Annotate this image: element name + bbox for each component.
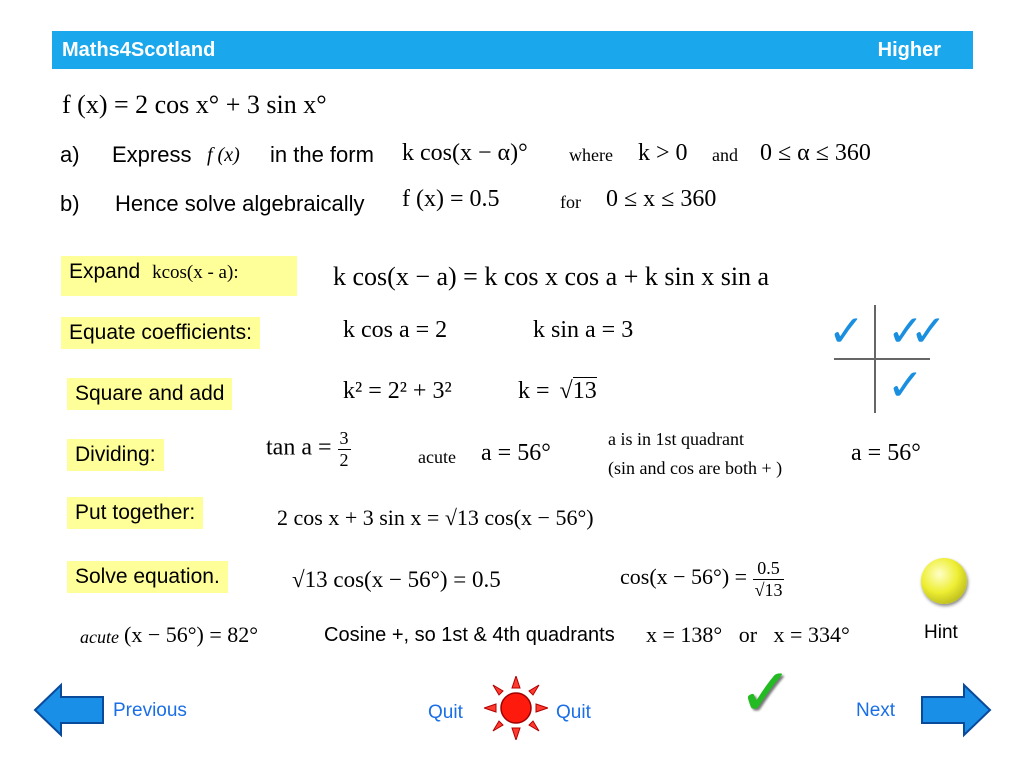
previous-arrow-icon[interactable] [33,682,105,738]
site-title: Maths4Scotland [62,39,216,61]
dividing-acute-eq: a = 56° [481,440,551,466]
quit-sun-icon[interactable] [484,676,548,740]
together-label: Put together: [75,501,196,524]
solve-label: Solve equation. [75,565,220,588]
dividing-step-button[interactable] [67,439,164,471]
part-a-fx: f (x) [207,144,240,166]
equate-label: Equate coefficients: [69,321,252,344]
solve-fraction [753,558,785,600]
next-link[interactable]: Next [856,700,896,721]
check-icon: ✓ [828,306,865,357]
part-b-label: b) [60,191,80,216]
dividing-result: a = 56° [851,440,921,466]
hint-button[interactable] [921,558,967,604]
level-label: Higher [877,39,941,61]
together-equation: 2 cos x + 3 sin x = √13 cos(x − 56°) [277,505,594,530]
quit-link-right[interactable]: Quit [556,702,591,723]
double-check-icon: ✓✓ [887,306,933,357]
dividing-numerator: 3 [339,428,349,448]
dividing-denominator: 2 [339,449,349,470]
solve-denominator: √13 [754,579,783,600]
expand-label-math: kcos(x - a): [152,262,239,283]
dividing-label: Dividing: [75,443,156,466]
dividing-tan-left: tan a = [266,434,332,461]
dividing-tan [266,428,351,470]
check-icon: ✓ [887,360,924,411]
final-solutions: x = 138° or x = 334° [646,622,850,647]
equate-eq-sin: k sin a = 3 [533,317,634,343]
expand-step-button[interactable] [61,256,297,296]
part-a-and: and [712,145,738,165]
part-b-range: 0 ≤ x ≤ 360 [606,186,717,212]
square-eq-k-left: k = [518,378,550,404]
final-acute-eq: (x − 56°) = 82° [124,622,259,647]
expand-label: Expand [69,260,141,283]
part-a-in-form: in the form [270,142,374,167]
quit-link-left[interactable]: Quit [428,702,463,723]
square-label: Square and add [75,382,225,405]
square-step-button[interactable] [67,378,232,410]
hint-label: Hint [924,622,958,643]
expand-equation: k cos(x − a) = k cos x cos a + k sin x sin a [333,262,770,291]
together-step-button[interactable] [67,497,203,529]
header-bar [52,31,973,69]
solve-equation: √13 cos(x − 56°) = 0.5 [292,567,501,592]
part-a-express: Express [112,142,192,167]
green-check-icon: ✓ [738,654,794,731]
part-a-form: k cos(x − α)° [402,140,528,166]
solve-step-button[interactable] [67,561,228,593]
equate-eq-cos: k cos a = 2 [343,317,448,343]
square-eq-k: k = √13 [518,378,597,404]
solve-numerator: 0.5 [753,558,785,580]
function-definition: f (x) = 2 cos x° + 3 sin x° [62,90,327,119]
quadrant-line1: a is in 1st quadrant [608,429,744,449]
part-b-for: for [560,192,581,212]
dividing-acute-word: acute [418,447,456,467]
final-cosine-text: Cosine +, so 1st & 4th quadrants [324,624,615,646]
part-b-text: Hence solve algebraically [115,191,365,216]
equate-step-button[interactable] [61,317,260,349]
part-a-cond-alpha: 0 ≤ α ≤ 360 [760,140,871,166]
quadrant-line2: (sin and cos are both + ) [608,458,783,478]
dividing-fraction [338,428,351,470]
next-arrow-icon[interactable] [920,682,992,738]
part-a-where: where [569,145,613,165]
part-b-equation: f (x) = 0.5 [402,186,500,212]
square-eq-k-root: 13 [572,378,597,404]
previous-link[interactable]: Previous [113,700,187,721]
solve-cos-eq [620,558,784,600]
part-a-label: a) [60,142,80,167]
solve-cos-left: cos(x − 56°) = [620,564,748,590]
square-eq-k2: k² = 2² + 3² [343,378,452,404]
part-a-cond-k: k > 0 [638,140,688,166]
final-acute-word: acute [80,627,119,647]
